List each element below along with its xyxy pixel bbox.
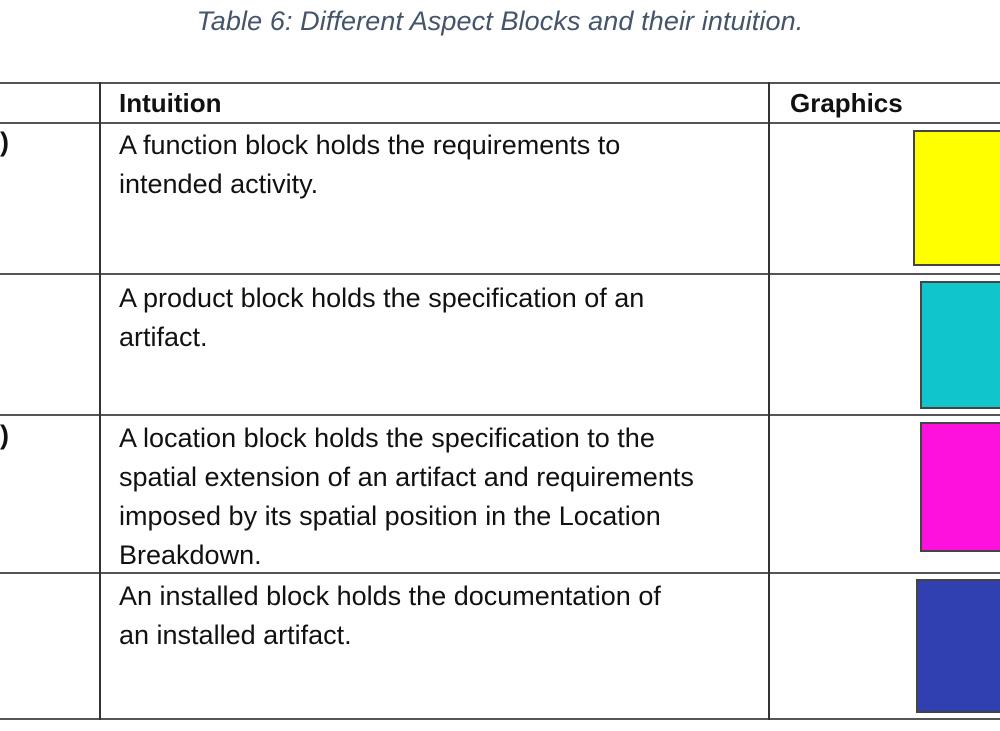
row-stub: )	[0, 127, 9, 157]
column-divider-left	[99, 82, 101, 720]
intuition-line: A function block holds the requirements to	[119, 130, 621, 160]
intuition-line: an installed artifact.	[119, 620, 352, 650]
intuition-line: imposed by its spatial position in the Location	[119, 501, 661, 531]
row-2-bottom-border	[0, 414, 1000, 416]
table-caption: Table 6: Different Aspect Blocks and their intuition.	[196, 6, 804, 36]
row-1-bottom-border	[0, 273, 1000, 275]
intuition-line: An installed block holds the documentation of	[119, 581, 661, 611]
header-intuition: Intuition	[119, 88, 222, 118]
product-block-swatch	[920, 281, 1000, 409]
location-block-swatch	[920, 422, 1000, 552]
intuition-cell	[119, 279, 759, 357]
intuition-line: artifact.	[119, 322, 208, 352]
column-divider-right	[768, 82, 770, 720]
intuition-line: spatial extension of an artifact and requirements	[119, 462, 694, 492]
table-top-border	[0, 82, 1000, 84]
row-stub: )	[0, 420, 9, 450]
function-block-swatch	[913, 130, 1000, 266]
header-graphics: Graphics	[790, 88, 903, 118]
intuition-cell	[119, 419, 759, 575]
intuition-line: A product block holds the specification of an	[119, 283, 645, 313]
installed-block-swatch	[916, 579, 1000, 713]
table-bottom-border	[0, 718, 1000, 720]
intuition-line: intended activity.	[119, 169, 319, 199]
intuition-line: Breakdown.	[119, 540, 262, 570]
intuition-cell	[119, 126, 759, 204]
intuition-cell	[119, 577, 759, 655]
header-bottom-border	[0, 122, 1000, 124]
intuition-line: A location block holds the specification to the	[119, 423, 655, 453]
